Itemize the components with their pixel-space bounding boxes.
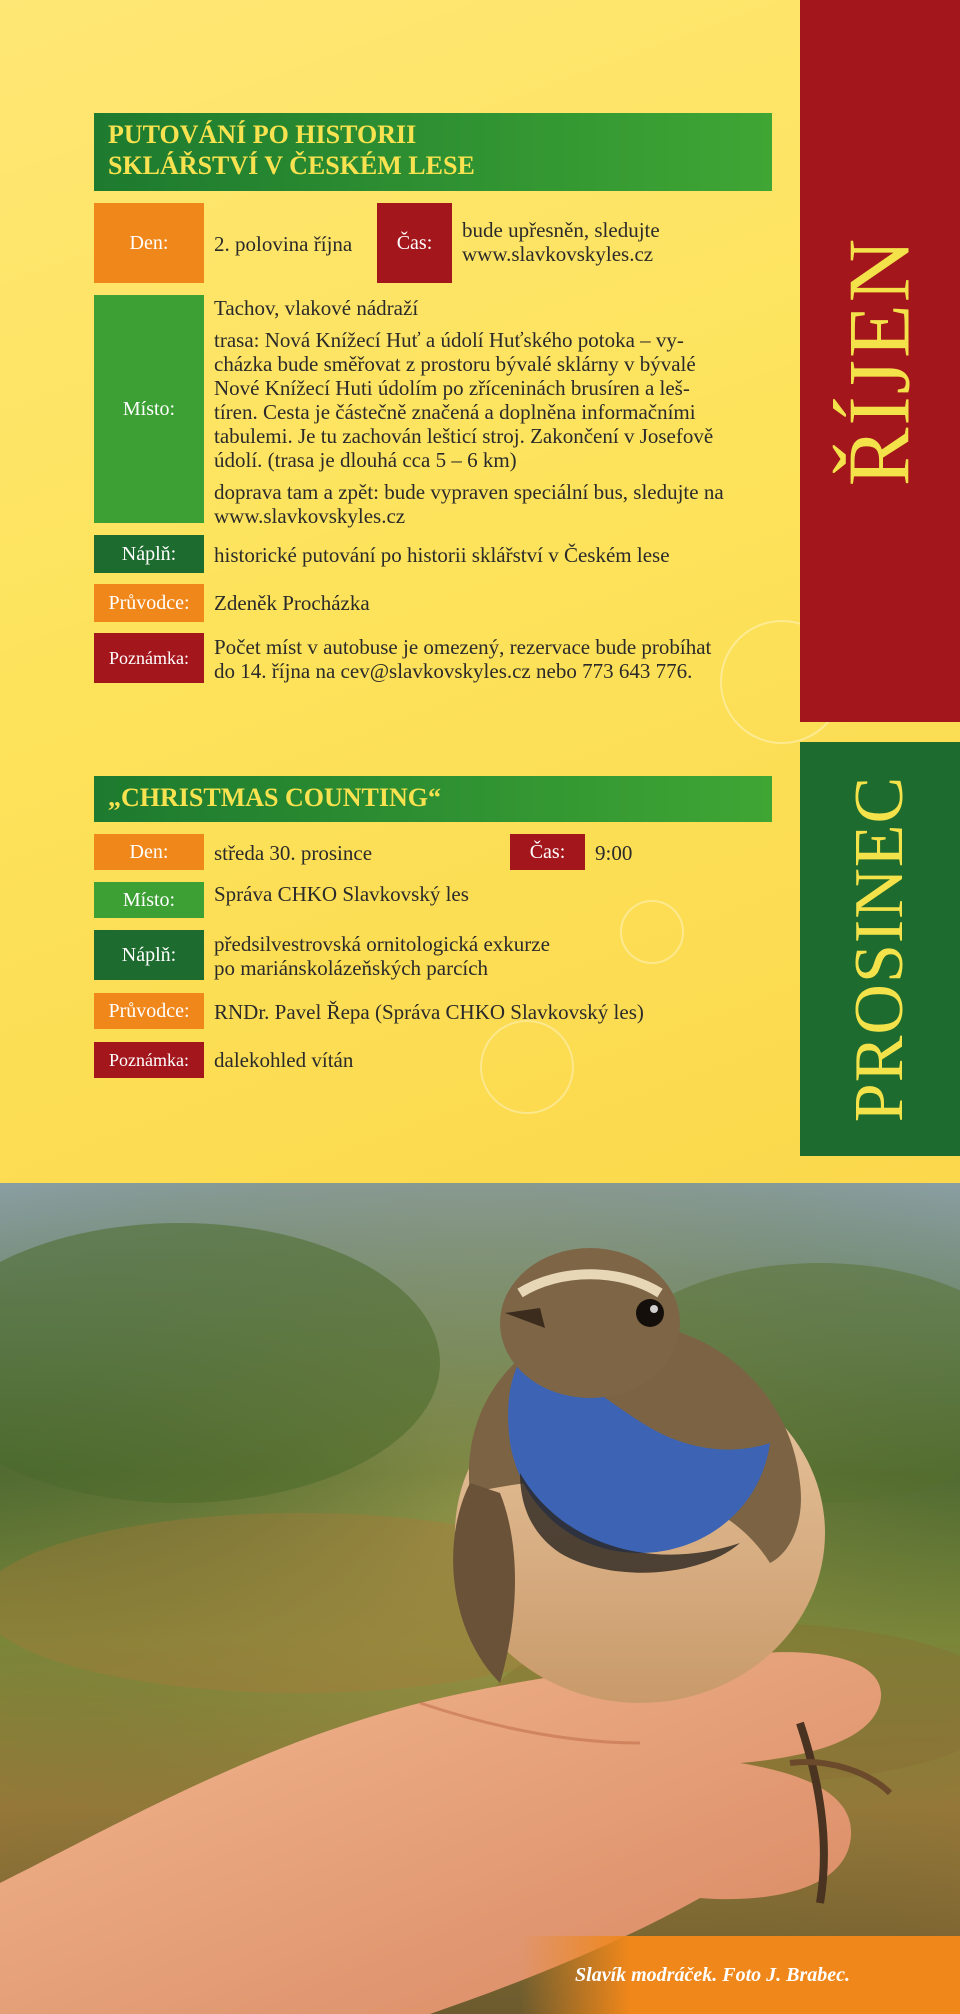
october-time-value	[462, 218, 660, 266]
october-day-label: Den:	[94, 203, 204, 283]
month-label-december: PROSINEC	[841, 775, 919, 1123]
december-place-value: Správa CHKO Slavkovský les	[214, 882, 469, 906]
october-place-value-line1: Tachov, vlakové nádraží	[214, 296, 419, 320]
bluethroat-photo	[0, 1183, 960, 2014]
flower-ornament	[480, 1020, 574, 1114]
october-route-line3: Nové Knížecí Huti údolím po zříceninách brusíren a leš-	[214, 376, 690, 400]
december-note-value: dalekohled vítán	[214, 1048, 354, 1072]
october-content-value: historické putování po historii sklářství v Českém lese	[214, 543, 670, 567]
october-place-value	[214, 296, 760, 528]
october-guide-label: Průvodce:	[94, 584, 204, 622]
month-bar-october	[800, 0, 960, 722]
december-content-line2: po mariánskolázeňských parcích	[214, 956, 489, 980]
december-day-label: Den:	[94, 834, 204, 870]
month-bar-december	[800, 742, 960, 1156]
october-transport-line1: doprava tam a zpět: bude vypraven speciální bus, sledujte na	[214, 480, 724, 504]
flower-ornament	[620, 900, 684, 964]
october-time-label: Čas:	[377, 203, 452, 283]
october-time-value-line1: bude upřesněn, sledujte	[462, 218, 660, 242]
october-transport-line2: www.slavkovskyles.cz	[214, 504, 406, 528]
december-day-value: středa 30. prosince	[214, 841, 373, 865]
october-title-line1: PUTOVÁNÍ PO HISTORII	[108, 120, 417, 149]
december-content-line1: předsilvestrovská ornitologická exkurze	[214, 932, 550, 956]
october-content-label: Náplň:	[94, 535, 204, 573]
december-content-label: Náplň:	[94, 930, 204, 980]
october-day-value: 2. polovina října	[214, 232, 353, 256]
october-title-line2: SKLÁŘSTVÍ V ČESKÉM LESE	[108, 151, 475, 180]
october-route-line4: tíren. Cesta je částečně značená a doplněna informačními	[214, 400, 696, 424]
october-route-line5: tabulemi. Je tu zachován lešticí stroj. Zakončení v Josefově	[214, 424, 714, 448]
october-note-line2: do 14. října na cev@slavkovskyles.cz nebo 773 643 776.	[214, 659, 693, 683]
october-note-value	[214, 635, 711, 683]
december-guide-label: Průvodce:	[94, 993, 204, 1029]
october-guide-value: Zdeněk Procházka	[214, 591, 370, 615]
december-event-title: „CHRISTMAS COUNTING“	[94, 776, 772, 822]
december-note-label: Poznámka:	[94, 1042, 204, 1078]
october-note-line1: Počet míst v autobuse je omezený, rezervace bude probíhat	[214, 635, 712, 659]
october-route-line6: údolí. (trasa je dlouhá cca 5 – 6 km)	[214, 448, 517, 472]
october-time-value-line2: www.slavkovskyles.cz	[462, 242, 654, 266]
october-note-label: Poznámka:	[94, 633, 204, 683]
october-route-line2: cházka bude směřovat z prostoru bývalé sklárny v bývalé	[214, 352, 696, 376]
october-route-line1: trasa: Nová Knížecí Huť a údolí Huťského potoka – vy-	[214, 328, 684, 352]
december-time-label: Čas:	[510, 834, 585, 870]
october-place-label: Místo:	[94, 295, 204, 523]
december-guide-value: RNDr. Pavel Řepa (Správa CHKO Slavkovský les)	[214, 1000, 644, 1024]
october-event-title	[94, 113, 772, 191]
photo-caption: Slavík modráček. Foto J. Brabec.	[520, 1936, 960, 2014]
december-content-value	[214, 932, 550, 980]
month-label-october: ŘÍJEN	[831, 236, 929, 486]
december-time-value: 9:00	[595, 841, 633, 865]
december-place-label: Místo:	[94, 882, 204, 918]
bird-on-hand-illustration	[0, 1183, 960, 2014]
